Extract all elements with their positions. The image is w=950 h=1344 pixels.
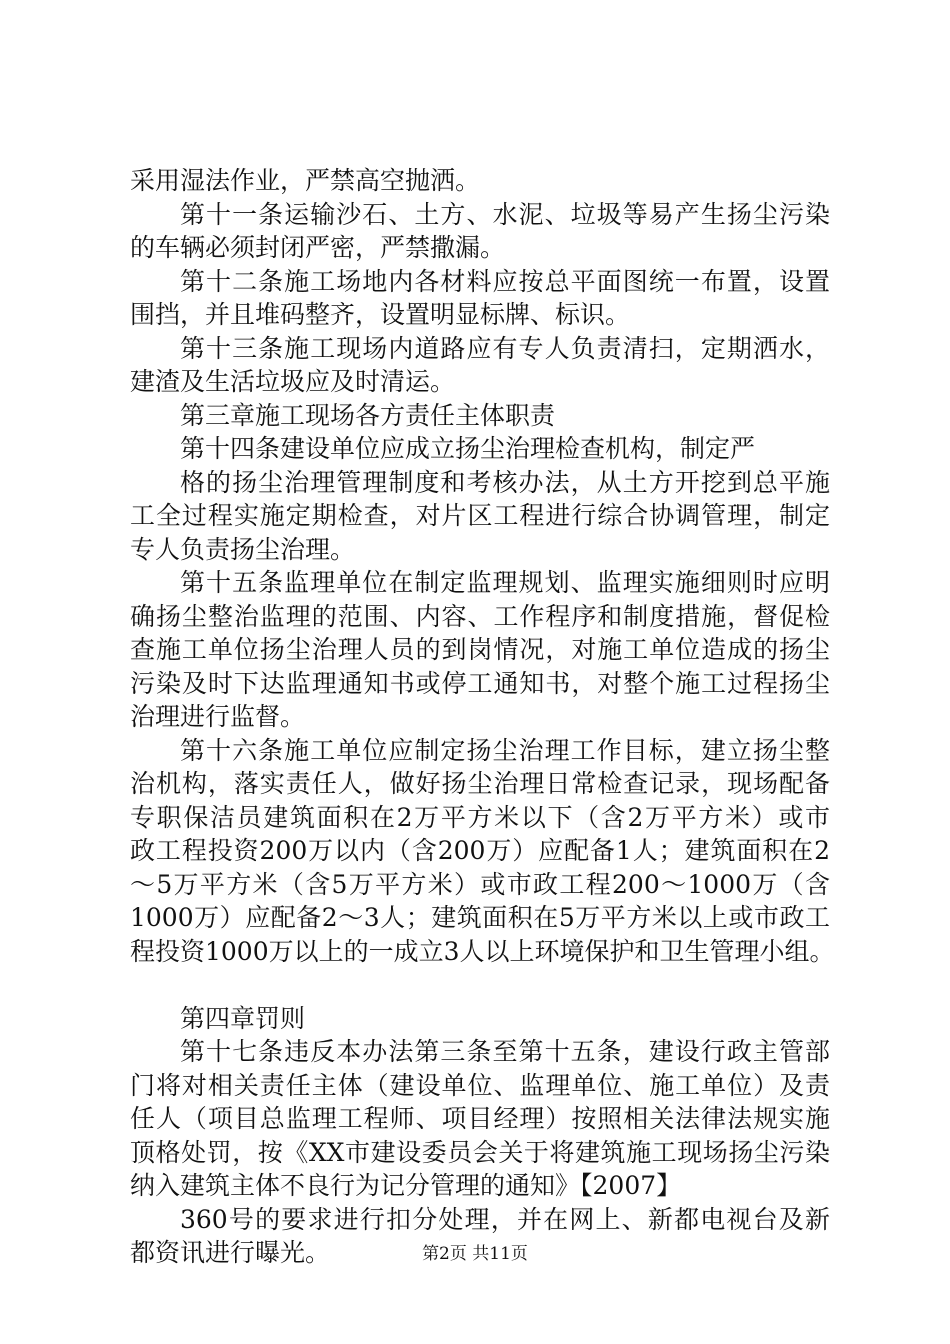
text-line: 确扬尘整治监理的范围、内容、工作程序和制度措施，督促检 bbox=[130, 601, 830, 631]
chapter-heading: 第三章施工现场各方责任主体职责 bbox=[180, 400, 556, 430]
text-line: 程投资1000万以上的一成立3人以上环境保护和卫生管理小组。 bbox=[130, 936, 835, 966]
text-line: 第十三条施工现场内道路应有专人负责清扫，定期洒水， bbox=[180, 333, 830, 363]
text-line: 第十六条施工单位应制定扬尘治理工作目标，建立扬尘整 bbox=[180, 735, 830, 765]
text-line: 治机构，落实责任人，做好扬尘治理日常检查记录，现场配备 bbox=[130, 769, 830, 798]
chapter-heading: 第四章罚则 bbox=[180, 1003, 306, 1033]
text-line: 格的扬尘治理管理制度和考核办法，从土方开挖到总平施 bbox=[180, 467, 830, 497]
text-line: 围挡，并且堆码整齐，设置明显标牌、标识。 bbox=[130, 300, 631, 329]
text-line: 建渣及生活垃圾应及时清运。 bbox=[130, 367, 456, 396]
text-line: 污染及时下达监理通知书或停工通知书，对整个施工过程扬尘 bbox=[130, 668, 830, 698]
text-line: 都资讯进行曝光。 bbox=[130, 1238, 331, 1267]
text-line: 任人（项目总监理工程师、项目经理）按照相关法律法规实施 bbox=[130, 1104, 830, 1133]
text-line: 360号的要求进行扣分处理，并在网上、新都电视台及新 bbox=[180, 1204, 830, 1234]
text-line: 门将对相关责任主体（建设单位、监理单位、施工单位）及责 bbox=[130, 1070, 830, 1100]
text-line: 纳入建筑主体不良行为记分管理的通知》【2007】 bbox=[130, 1171, 682, 1200]
text-line: 的车辆必须封闭严密，严禁撒漏。 bbox=[130, 233, 506, 262]
text-line: 第十二条施工场地内各材料应按总平面图统一布置，设置 bbox=[180, 266, 830, 296]
text-line: 政工程投资200万以内（含200万）应配备1人；建筑面积在2 bbox=[130, 836, 830, 865]
text-line: 治理进行监督。 bbox=[130, 702, 306, 731]
text-line: 第十四条建设单位应成立扬尘治理检查机构，制定严 bbox=[180, 434, 756, 463]
text-line: 工全过程实施定期检查，对片区工程进行综合协调管理，制定 bbox=[130, 501, 830, 530]
text-line: 专人负责扬尘治理。 bbox=[130, 534, 356, 564]
text-line: 第十五条监理单位在制定监理规划、监理实施细则时应明 bbox=[180, 568, 830, 597]
text-line: 1000万）应配备2～3人；建筑面积在5万平方米以上或市政工 bbox=[130, 903, 830, 932]
text-line: 采用湿法作业，严禁高空抛洒。 bbox=[130, 166, 481, 195]
text-line: 第十七条违反本办法第三条至第十五条，建设行政主管部 bbox=[180, 1037, 830, 1066]
text-line: 第十一条运输沙石、土方、水泥、垃圾等易产生扬尘污染 bbox=[180, 199, 830, 229]
text-line: 顶格处罚，按《XX市建设委员会关于将建筑施工现场扬尘污染 bbox=[130, 1137, 830, 1167]
text-line: 专职保洁员建筑面积在2万平方米以下（含2万平方米）或市 bbox=[130, 802, 830, 832]
text-line: 查施工单位扬尘治理人员的到岗情况，对施工单位造成的扬尘 bbox=[130, 635, 830, 664]
text-line: ～5万平方米（含5万平方米）或市政工程200～1000万（含 bbox=[130, 869, 830, 899]
page-footer: 第2页 共11页 bbox=[422, 1244, 528, 1264]
